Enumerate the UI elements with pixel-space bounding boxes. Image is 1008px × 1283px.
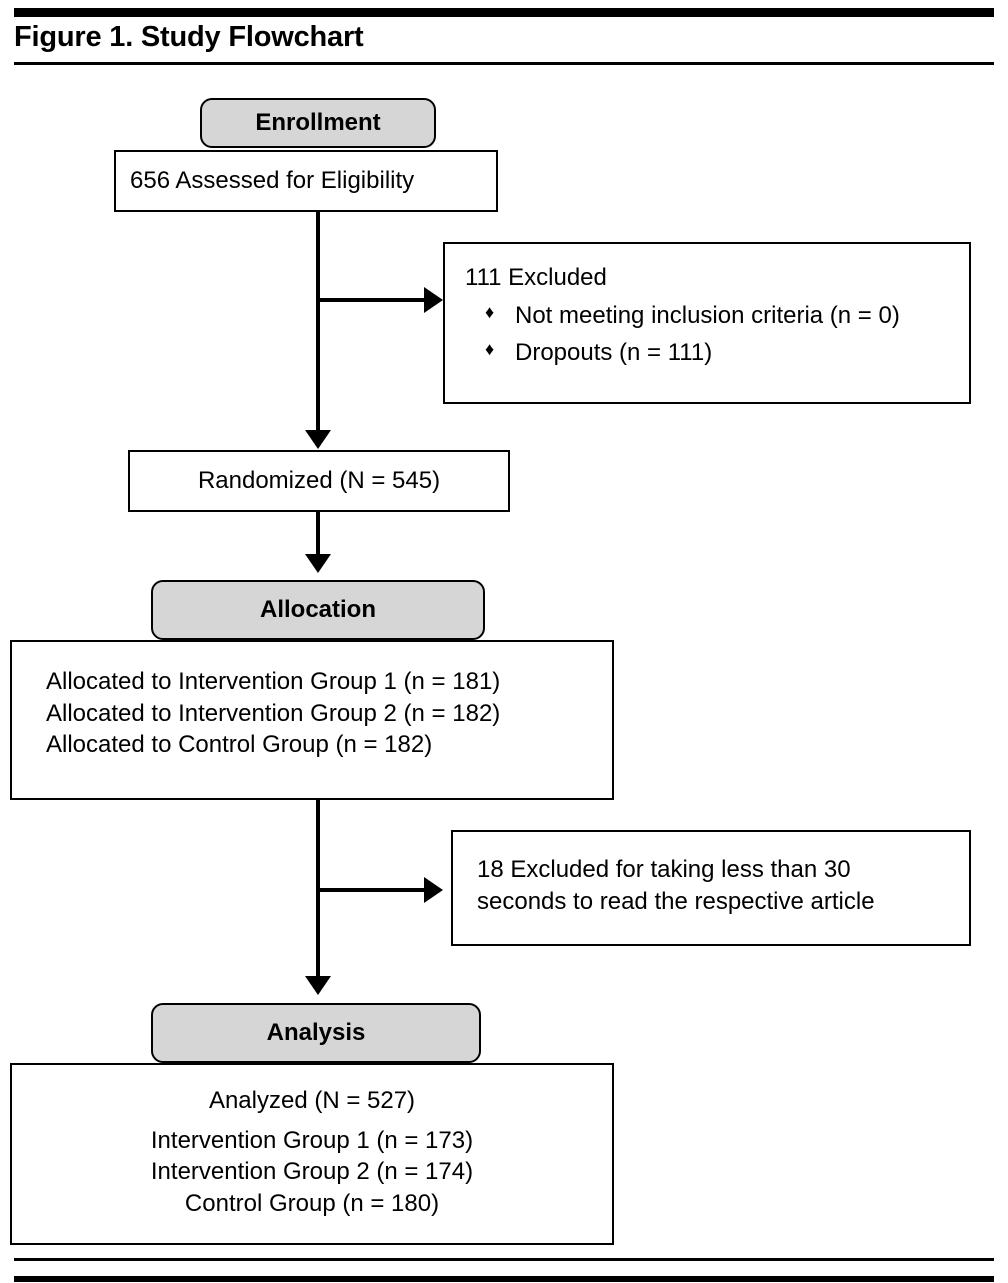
node-assessed-label: 656 Assessed for Eligibility	[130, 167, 415, 195]
list-item	[481, 337, 949, 369]
arrowhead-to-excluded-1	[424, 287, 443, 313]
allocated-line-2: Allocated to Intervention Group 2 (n = 182)	[46, 699, 501, 727]
bottom-rule	[14, 1258, 994, 1261]
stage-enrollment-label: Enrollment	[255, 109, 381, 136]
node-analyzed	[10, 1063, 614, 1245]
excluded-2-line-2: seconds to read the respective article	[477, 887, 875, 915]
connector-assessed-to-randomized	[316, 212, 320, 430]
node-allocated	[10, 640, 614, 800]
figure-title: Figure 1. Study Flowchart	[14, 21, 364, 53]
allocated-line-1: Allocated to Intervention Group 1 (n = 181)	[46, 668, 501, 695]
node-excluded-2	[451, 830, 971, 946]
excluded-2-line-1: 18 Excluded for taking less than 30	[477, 856, 851, 883]
excluded-1-item-0: Not meeting inclusion criteria (n = 0)	[515, 301, 900, 329]
arrowhead-to-excluded-2	[424, 877, 443, 903]
top-rule	[14, 8, 994, 17]
arrowhead-to-randomized	[305, 430, 331, 449]
diamond-bullet-icon: ♦	[485, 301, 495, 322]
analyzed-line-3: Intervention Group 2 (n = 174)	[150, 1158, 474, 1186]
node-randomized-label: Randomized (N = 545)	[197, 467, 441, 495]
diamond-bullet-icon: ♦	[485, 339, 495, 360]
excluded-1-list	[465, 300, 949, 369]
excluded-1-item-1: Dropouts (n = 111)	[515, 339, 713, 367]
title-underline-rule	[14, 62, 994, 65]
node-excluded-1	[443, 242, 971, 404]
arrowhead-to-allocation	[305, 554, 331, 573]
connector-to-excluded-2	[316, 888, 430, 892]
node-assessed-for-eligibility	[114, 150, 498, 212]
analyzed-line-2: Intervention Group 1 (n = 173)	[150, 1126, 474, 1154]
allocated-line-3: Allocated to Control Group (n = 182)	[46, 731, 433, 759]
stage-enrollment	[200, 98, 436, 148]
stage-analysis	[151, 1003, 481, 1063]
node-randomized	[128, 450, 510, 512]
arrowhead-to-analysis	[305, 976, 331, 995]
analyzed-line-4: Control Group (n = 180)	[184, 1190, 440, 1218]
connector-to-excluded-1	[316, 298, 430, 302]
excluded-1-heading: 111 Excluded	[465, 264, 607, 291]
analyzed-line-1: Analyzed (N = 527)	[208, 1087, 416, 1114]
list-item	[481, 300, 949, 332]
stage-allocation	[151, 580, 485, 640]
connector-randomized-to-allocation	[316, 512, 320, 556]
bottom-rule-thick	[14, 1276, 994, 1282]
stage-allocation-label: Allocation	[259, 596, 376, 623]
stage-analysis-label: Analysis	[266, 1019, 366, 1046]
